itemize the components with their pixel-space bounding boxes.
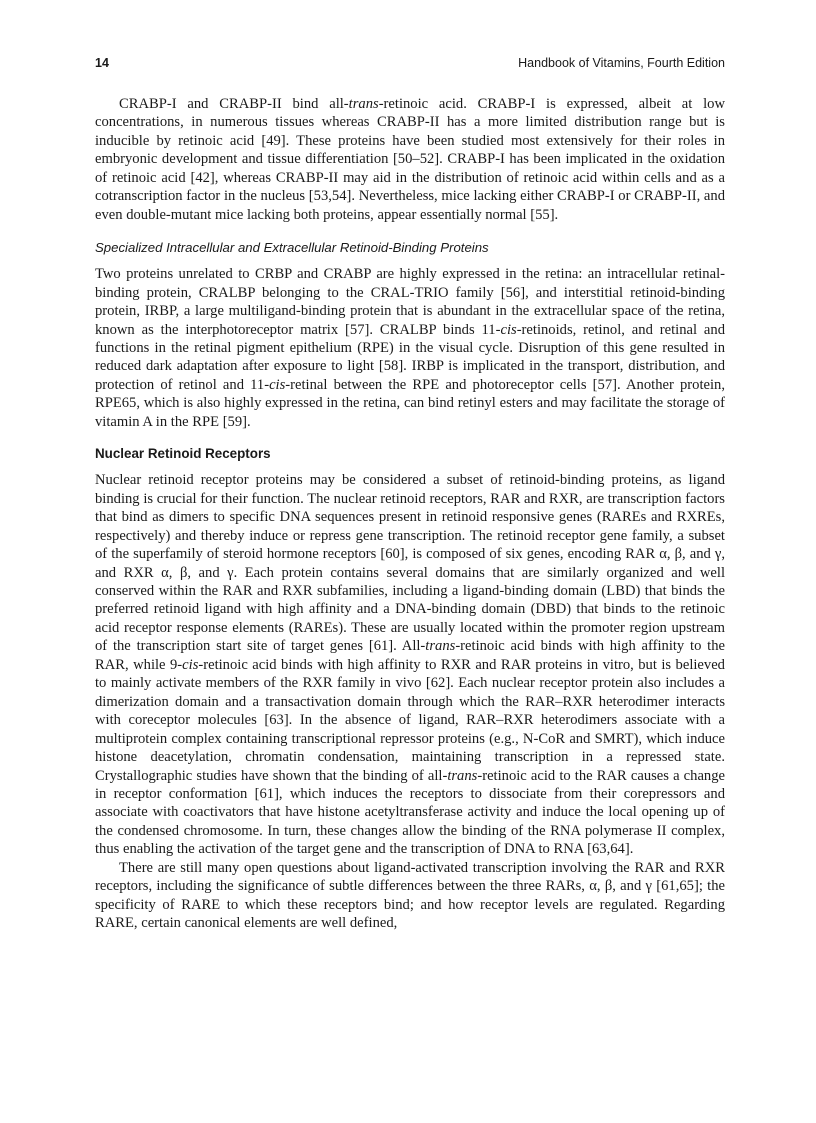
section-heading-nuclear-receptors: Nuclear Retinoid Receptors [95, 446, 271, 462]
page [95, 56, 725, 933]
running-title: Handbook of Vitamins, Fourth Edition [518, 56, 725, 70]
subheading-specialized-binding-proteins: Specialized Intracellular and Extracellular Retinoid-Binding Proteins [95, 240, 489, 256]
running-header [95, 56, 725, 74]
paragraph-crabp: CRABP-I and CRABP-II bind all-trans-retinoic acid. CRABP-I is expressed, albeit at low concentrations, in numerous tissues whereas CRABP-II has a more limited distribution range but is inducible by retinoic acid [49]. These proteins have been studied most extensively for their roles in embryonic development and tissue differentiation [50–52]. CRABP-I has been implicated in the oxidation of retinoic acid [42], whereas CRABP-II may aid in the distribution of retinoic acid within cells and as a cotranscription factor in the nucleus [53,54]. Nevertheless, mice lacking either CRABP-I or CRABP-II, and even double-mutant mice lacking both proteins, appear essentially normal [55]. [95, 96, 725, 223]
paragraph-nuclear-receptors: Nuclear retinoid receptor proteins may be considered a subset of retinoid-binding proteins, as ligand binding is crucial for their function. The nuclear retinoid receptors, RAR and RXR, are transcription factors that bind as dimers to specific DNA sequences present in retinoid responsive genes (RAREs and RXREs, respectively) and thereby induce or repress gene transcription. The retinoid receptor gene family, a subset of the superfamily of steroid hormone receptors [60], is composed of six genes, encoding RAR α, β, and γ, and RXR α, β, and γ. Each protein contains several domains that are similarly organized and well conserved within the RAR and RXR subfamilies, including a ligand-binding domain (LBD) that binds the preferred retinoid ligand with high affinity and a DNA-binding domain (DBD) that binds to the retinoic acid receptor response elements (RAREs). These are usually located within the promoter region upstream of the transcription start site of target genes [61]. All-trans-retinoic acid binds with high affinity to the RAR, while 9-cis-retinoic acid binds with high affinity to RXR and RAR proteins in vitro, but is believed to mainly activate members of the RXR family in vivo [62]. Each nuclear receptor protein also includes a dimerization domain and a transactivation domain through which the RAR–RXR heterodimer interacts with coreceptor molecules [63]. In the absence of ligand, RAR–RXR heterodimers associate with a multiprotein complex containing transcriptional repressor proteins (e.g., N-CoR and SMRT), which induce histone deacetylation, chromatin condensation, maintaining transcription in a repressed state. Crystallographic studies have shown that the binding of all-trans-retinoic acid to the RAR causes a change in receptor conformation [61], which induces the receptors to dissociate from their corepressors and associate with coactivators that have histone acetyltransferase activity and induce the local opening up of the condensed chromosome. In turn, these changes allow the binding of the RNA polymerase II complex, thus enabling the activation of the target gene and the transcription of DNA to RNA [63,64]. [95, 472, 725, 858]
paragraph-cralbp-irbp: Two proteins unrelated to CRBP and CRABP are highly expressed in the retina: an intracellular retinal-binding protein, CRALBP belonging to the CRAL-TRIO family [56], and interstitial retinoid-binding protein, IRBP, a large multiligand-binding protein that is abundant in the extracellular space of the retina, known as the interphotoreceptor matrix [57]. CRALBP binds 11-cis-retinoids, retinol, and retinal and functions in the retinal pigment epithelium (RPE) in the visual cycle. Disruption of this gene resulted in reduced dark adaptation after exposure to light [58]. IRBP is implicated in the transport, distribution, and protection of retinol and 11-cis-retinal between the RPE and photoreceptor cells [57]. Another protein, RPE65, which is also highly expressed in the retina, can bind retinyl esters and may facilitate the storage of vitamin A in the RPE [59]. [95, 266, 725, 430]
paragraph-open-questions: There are still many open questions about ligand-activated transcription involving the RAR and RXR receptors, including the significance of subtle differences between the three RARs, α, β, and γ [61,65]; the specificity of RARE to which these receptors bind; and how receptor levels are regulated. Regarding RARE, certain canonical elements are well defined, [95, 859, 725, 932]
page-number: 14 [95, 56, 109, 70]
